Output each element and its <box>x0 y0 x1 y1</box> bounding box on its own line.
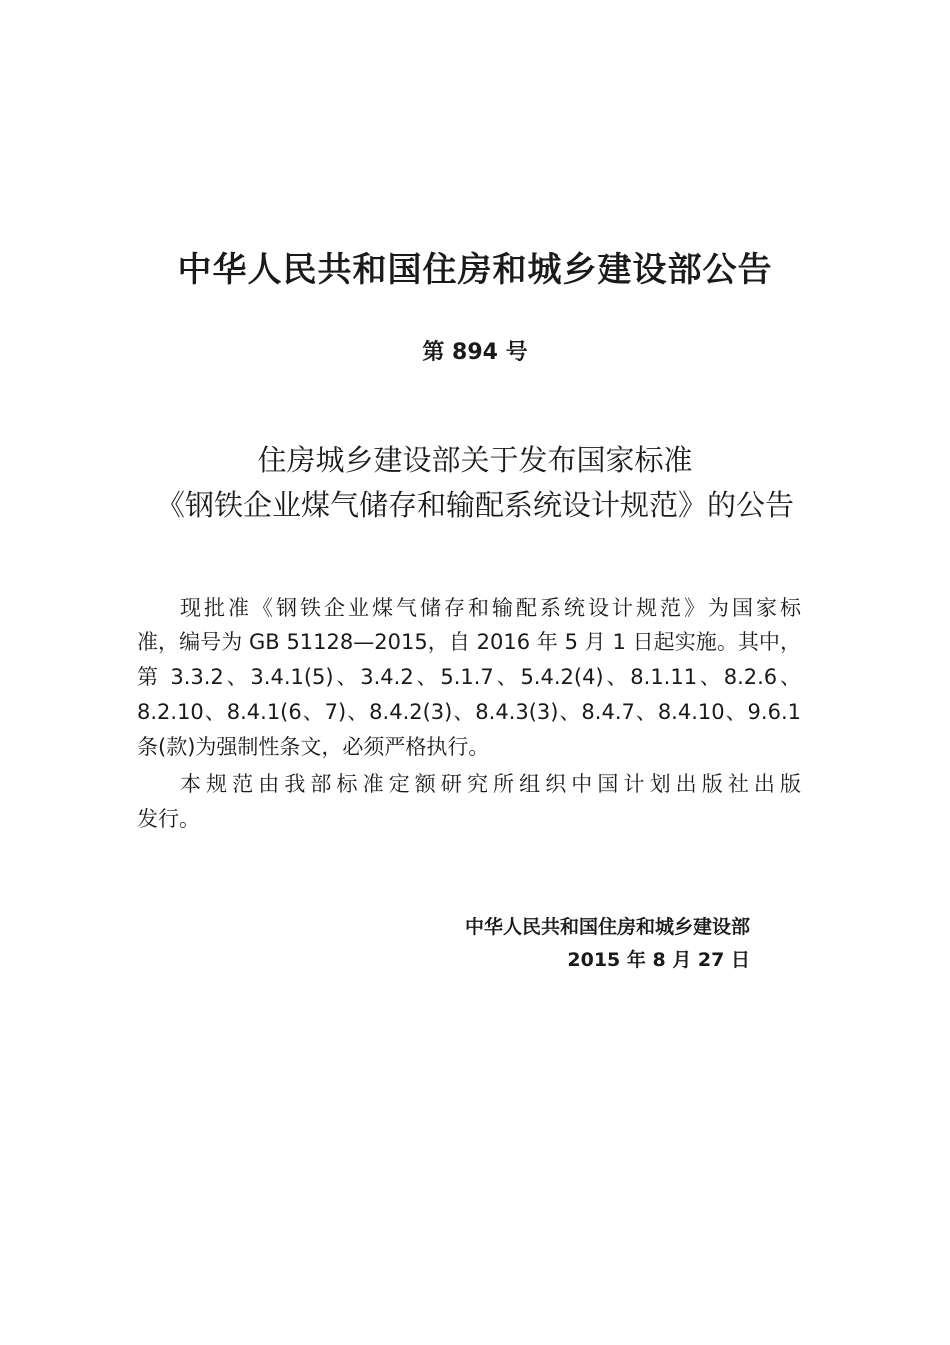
body-line-3: 第 3.3.2、3.4.1(5)、3.4.2、5.1.7、5.4.2(4)、8.1.11、8.2.6、 <box>137 665 801 689</box>
announcement-title: 中华人民共和国住房和城乡建设部公告 <box>177 250 773 290</box>
subtitle-line-2: 《钢铁企业煤气储存和输配系统设计规范》的公告 <box>155 488 794 522</box>
announcement-number: 第 894 号 <box>422 340 528 365</box>
signature-organization: 中华人民共和国住房和城乡建设部 <box>464 916 750 938</box>
signature-date: 2015 年 8 月 27 日 <box>567 949 750 971</box>
body-line-6: 本规范由我部标准定额研究所组织中国计划出版社出版 <box>180 772 801 796</box>
subtitle-line-1: 住房城乡建设部关于发布国家标准 <box>257 443 693 477</box>
body-line-1: 现批准《钢铁企业煤气储存和输配系统设计规范》为国家标 <box>180 596 801 620</box>
body-line-5: 条(款)为强制性条文，必须严格执行。 <box>137 735 490 759</box>
body-line-7: 发行。 <box>137 807 200 831</box>
body-line-2: 准，编号为 GB 51128—2015，自 2016 年 5 月 1 日起实施。其中， <box>137 630 801 654</box>
body-line-4: 8.2.10、8.4.1(6、7)、8.4.2(3)、8.4.3(3)、8.4.7、8.4.10、9.6.1 <box>137 700 801 724</box>
